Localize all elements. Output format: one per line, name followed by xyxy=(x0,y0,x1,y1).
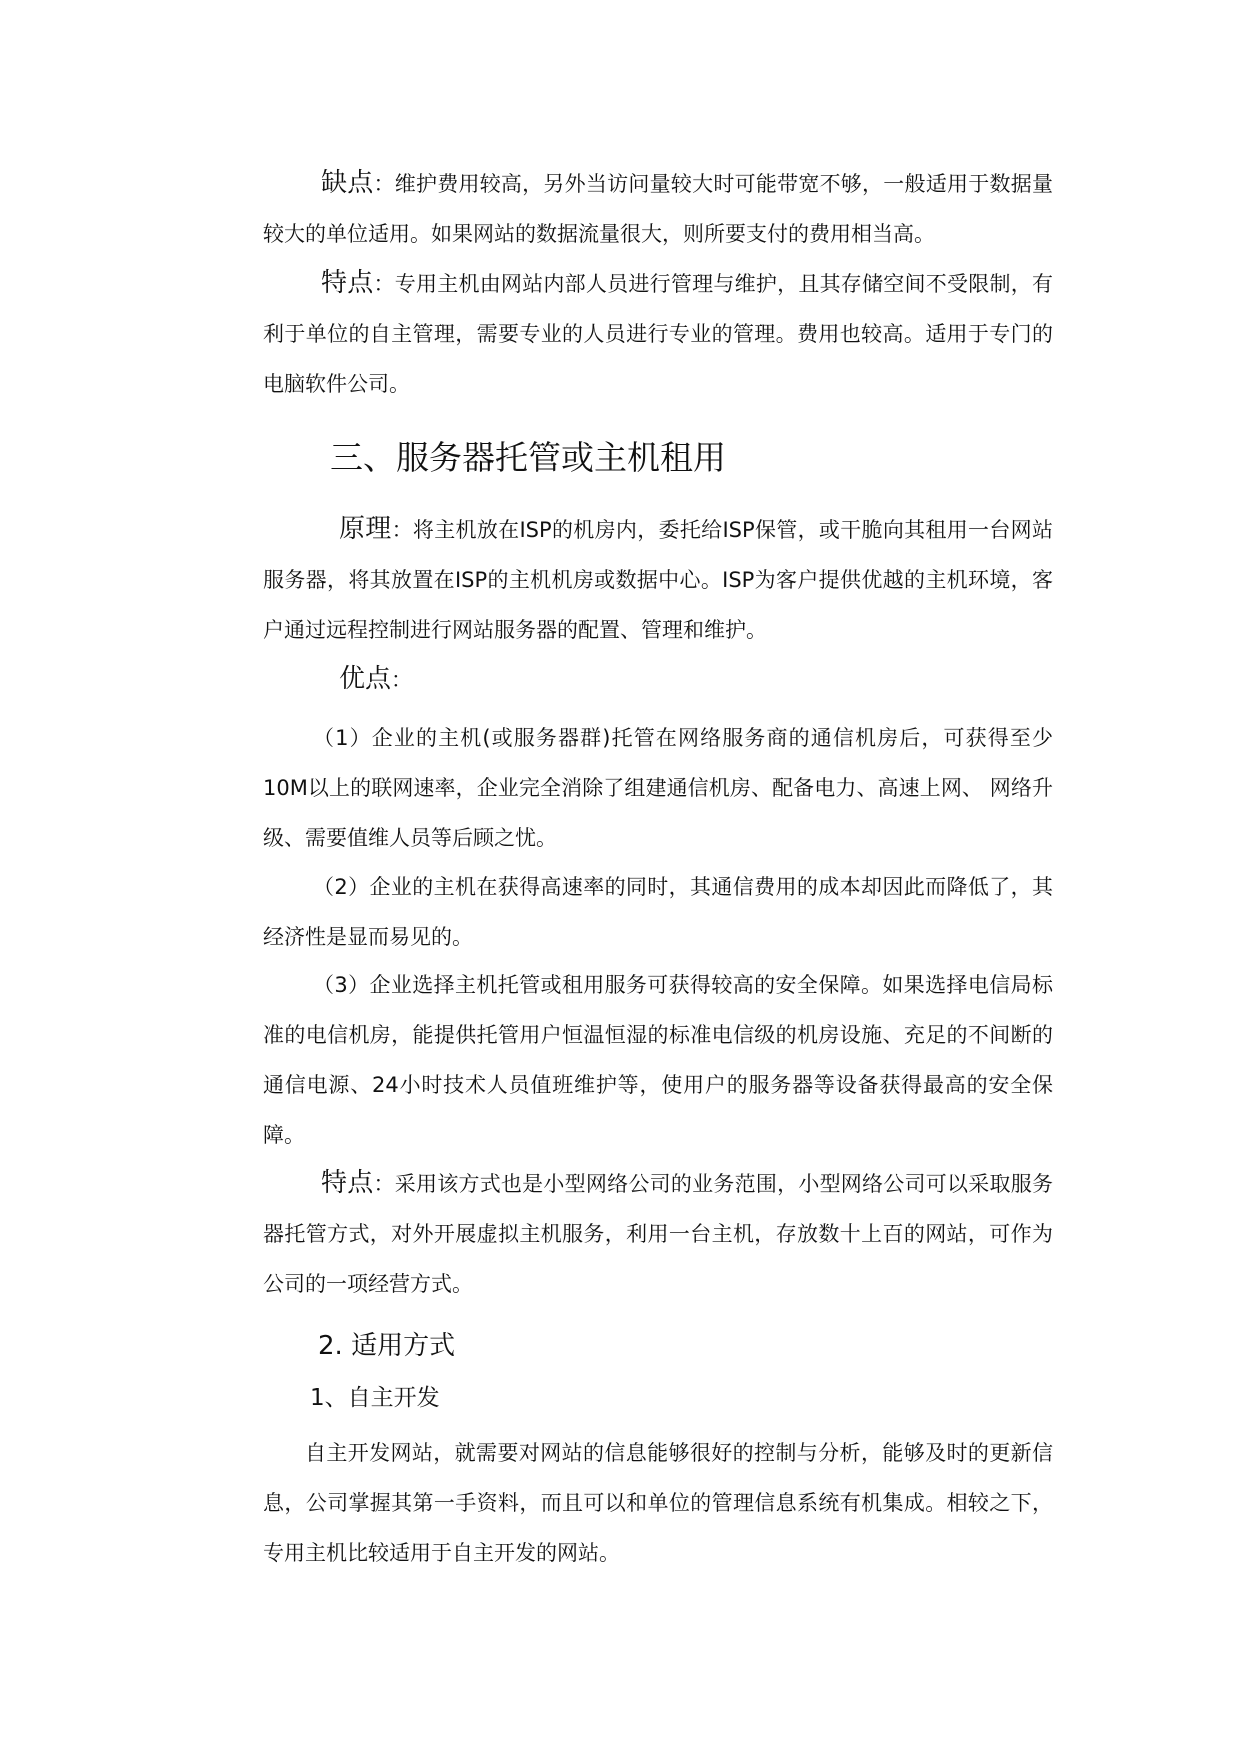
features2-text: ：采用该方式也是小型网络公司的业务范围，小型网络公司可以采取服务器托管方式，对外开展虚拟主机服务，利用一台主机，存放数十上百的网站，可作为公司的一项经营方式。 xyxy=(263,1172,1053,1296)
advantage-item-3: （3）企业选择主机托管或租用服务可获得较高的安全保障。如果选择电信局标准的电信机房，能提供托管用户恒温恒湿的标准电信级的机房设施、充足的不间断的通信电源、24小时技术人员值班维护等，使用户的服务器等设备获得最高的安全保障。 xyxy=(263,973,1053,1147)
features2-label: 特点 xyxy=(321,1168,374,1198)
features2-paragraph xyxy=(263,1158,1053,1309)
advantages-heading xyxy=(263,654,1053,705)
principle-paragraph xyxy=(263,504,1053,655)
advantage-item-1: （1）企业的主机(或服务器群)托管在网络服务商的通信机房后，可获得至少10M以上的联网速率，企业完全消除了组建通信机房、配备电力、高速上网、 网络升级、需要值维人员等后顾之忧。 xyxy=(263,726,1053,850)
disadvantages-text: ：维护费用较高，另外当访问量较大时可能带宽不够，一般适用于数据量较大的单位适用。如果网站的数据流量很大，则所要支付的费用相当高。 xyxy=(263,172,1053,246)
principle-text: ：将主机放在ISP的机房内，委托给ISP保管，或干脆向其租用一台网站服务器，将其放置在ISP的主机机房或数据中心。ISP为客户提供优越的主机环境，客户通过远程控制进行网站服务器的配置、管理和维护。 xyxy=(263,518,1053,642)
advantages-colon: ： xyxy=(391,668,413,692)
subsection-heading-self-dev: 1、自主开发 xyxy=(310,1385,440,1411)
disadvantages-paragraph xyxy=(263,158,1053,259)
principle-label: 原理 xyxy=(339,514,392,544)
features-text: ：专用主机由网站内部人员进行管理与维护，且其存储空间不受限制，有利于单位的自主管理，需要专业的人员进行专业的管理。费用也较高。适用于专门的电脑软件公司。 xyxy=(263,272,1053,396)
section-heading-hosting: 三、服务器托管或主机租用 xyxy=(330,438,726,477)
features-paragraph xyxy=(263,258,1053,409)
features-label: 特点 xyxy=(321,268,374,298)
self-dev-paragraph: 自主开发网站，就需要对网站的信息能够很好的控制与分析，能够及时的更新信息，公司掌握其第一手资料，而且可以和单位的管理信息系统有机集成。相较之下，专用主机比较适用于自主开发的网站。 xyxy=(263,1441,1053,1565)
section-heading-applicable: 2. 适用方式 xyxy=(318,1331,456,1361)
disadvantages-label: 缺点 xyxy=(321,168,374,198)
advantages-label: 优点 xyxy=(339,664,392,694)
advantage-item-2: （2）企业的主机在获得高速率的同时，其通信费用的成本却因此而降低了，其经济性是显而易见的。 xyxy=(263,875,1053,949)
